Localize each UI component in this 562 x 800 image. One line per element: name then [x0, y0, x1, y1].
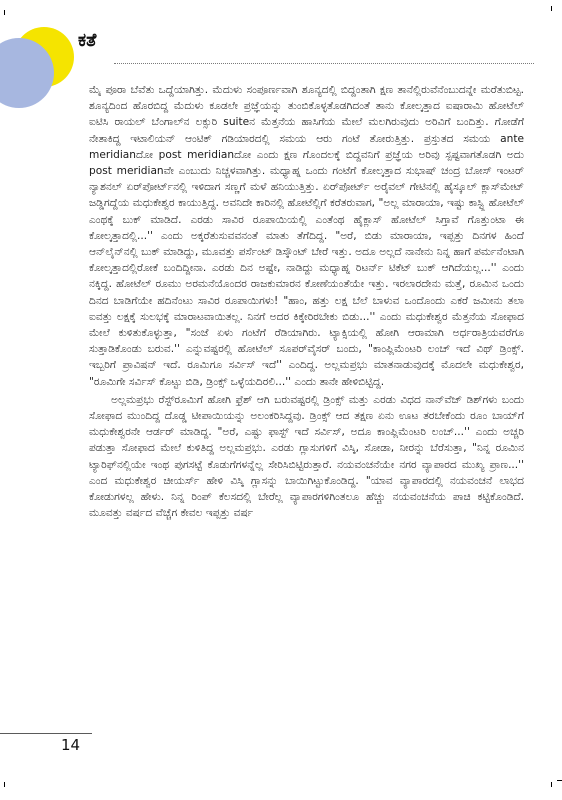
crop-mark-bottom-left — [4, 782, 5, 787]
crop-mark-top-right — [551, 6, 552, 11]
paragraph: ಮೈ ಪೂರಾ ಬೆವೆತು ಒದ್ದೆಯಾಗಿತ್ತು. ಮೆದುಳು ಸಂಪೂರ್ಣವಾಗಿ ಶೂನ್ಯದಲ್ಲಿ ಬಿದ್ದಂತಾಗಿ ಕ್ಷಣ ತಾನೆಲ್ಲಿರುವೆನೆಂಬುದನ್ನೇ ಮರೆತುಬಿಟ್ಟ. ಶೂನ್ಯದಿಂದ ಹೊರಬಿದ್ದ ಮೆದುಳು ಕೂಡಲೇ ಪ್ರಜ್ಞೆಯನ್ನು ತುಂಬಿಕೊಳ್ಳತೊಡಗಿದಂತೆ ತಾನು ಕೋಲ್ಕತ್ತಾದ ಐಷಾರಾಮಿ ಹೋಟೆಲ್ ಐಟಿಸಿ ರಾಯಲ್ ಬೆಂಗಾಲ್‌ನ ಲಕ್ಸುರಿ suiteನ ಮೆತ್ತನೆಯ ಹಾಸಿಗೆಯ ಮೇಲೆ ಮಲಗಿರುವುದು ಅರಿವಿಗೆ ಬಂದಿತ್ತು. ಗೋಡೆಗೆ ನೇತಾಕಿದ್ದ ಇಟಾಲಿಯನ್ ಆಂಟಿಕ್ ಗಡಿಯಾರದಲ್ಲಿ ಸಮಯ ಆರು ಗಂಟೆ ತೋರುತ್ತಿತ್ತು. ಪ್ರಸ್ತುತದ ಸಮಯ ante meridianದೋ post meridianದೋ ಎಂದು ಕ್ಷಣ ಗೊಂದಲಕ್ಕೆ ಬಿದ್ದವನಿಗೆ ಪ್ರಜ್ಞೆಯ ಅರಿವು ಸ್ಪಷ್ಟವಾಗತೊಡಗಿ ಅದು post meridianವೇ ಎಂಬುದು ನಿಚ್ಚಳವಾಗಿತ್ತು. ಮಧ್ಯಾಹ್ನ ಒಂದು ಗಂಟೆಗೆ ಕೋಲ್ಕತ್ತಾದ ಸುಭಾಷ್ ಚಂದ್ರ ಬೋಸ್ ಇಂಟರ್ ನ್ಯಾಶನಲ್ ಏರ್‌ಪೋರ್ಟ್‌ನಲ್ಲಿ ಇಳಿದಾಗ ಸಣ್ಣಗೆ ಮಳೆ ಹನಿಯುತ್ತಿತ್ತು. ಏರ್‌ಪೋರ್ಟ್ ಅರೈವಲ್ ಗೇಟಿನಲ್ಲಿ ಹೈಸ್ಕೂಲ್ ಕ್ಲಾಸ್‌ಮೇಟ್ ಜಡ್ಡಿಗದ್ದೆಯ ಮಧುಕೇಶ್ವರ ಕಾಯುತ್ತಿದ್ದ. ಅವನಿದೇ ಕಾರಿನಲ್ಲಿ ಹೋಟೆಲ್ಲಿಗೆ ಕರೆತರುವಾಗ, "ಅಲ್ಲ ಮಾರಾಯಾ, ಇಷ್ಟು ಕಾಸ್ಟ್ಲಿ ಹೋಟೆಲ್ ಎಂಥಕ್ಕೆ ಬುಕ್ ಮಾಡಿದೆ. ಎರಡು ಸಾವಿರ ರೂಪಾಯಿಯಲ್ಲಿ ಎಂತೆಂಥ ಹೈಕ್ಲಾಸ್ ಹೋಟೆಲ್ ಸಿಗ್ತಾವೆ ಗೊತ್ತುಂಟಾ ಈ ಕೋಲ್ಕತ್ತಾದಲ್ಲಿ...'' ಎಂದು ಅಕ್ಕರೆತುಸುವವನಂತೆ ಮಾತು ತೆಗೆದಿದ್ದ. "ಅರೆ, ಬಿಡು ಮಾರಾಯಾ, ಇಪ್ಪತ್ತು ದಿನಗಳ ಹಿಂದೆ ಆನ್‌ಲೈನ್‌ನಲ್ಲಿ ಬುಕ್ ಮಾಡಿದ್ದು, ಮೂವತ್ತು ಪರ್ಸೆಂಟ್ ಡಿಸ್ಕೌಂಟ್ ಬೇರೆ ಇತ್ತು. ಅದೂ ಅಲ್ಲದೆ ನಾನೇನು ನಿನ್ನ ಹಾಗೆ ಪರ್ಮನೆಂಟಾಗಿ ಕೋಲ್ಕತ್ತಾದಲ್ಲಿರೋಕೆ ಬಂದಿದ್ದೀನಾ. ಎರಡು ದಿನ ಅಷ್ಟೇ, ನಾಡಿದ್ದು ಮಧ್ಯಾಹ್ನ ರಿಟರ್ನ್ ಟಿಕೆಟ್ ಬುಕ್ ಆಗಿದೆಯಲ್ಲ...'' ಎಂದು ನಕ್ಕಿದ್ದ. ಹೋಟೆಲ್ ರೂಮು ಅರಮನೆಯೊಂದರ ರಾಜಕುಮಾರನ ಕೋಣೆಯಂತೆಯೇ ಇತ್ತು. ಇರಲಾರದೇನು ಮತ್ತೆ, ರೂಮಿನ ಒಂದು ದಿನದ ಬಾಡಿಗೆಯೇ ಹದಿನೆಂಟು ಸಾವಿರ ರೂಪಾಯಿಗಳು! "ಹಾಂ, ಹತ್ತು ಲಕ್ಷ ಬೆಲೆ ಬಾಳುವ ಒಂದೊಂದು ಎಕರೆ ಜಮೀನು ತಲಾ ಐವತ್ತು ಲಕ್ಷಕ್ಕೆ ಸುಲಭಕ್ಕೆ ಮಾರಾಟವಾಯಿತಲ್ಲ. ನಿನಗೆ ಅದರ ಕಿಕ್ಕೇರಿರಬೇಕು ಬಿಡು...'' ಎಂದು ಮಧುಕೇಶ್ವರ ಮೆತ್ತನೆಯ ಸೋಫಾದ ಮೇಲೆ ಕುಳಿತುಕೊಳ್ಳುತ್ತಾ, "ಸಂಜೆ ಏಳು ಗಂಟೆಗೆ ರೆಡಿಯಾಗಿರು. ಟ್ಯಾಕ್ಸಿಯಲ್ಲಿ ಹೋಗಿ ಆರಾಮಾಗಿ ಅರ್ಧರಾತ್ರಿಯವರೆಗೂ ಸುತ್ತಾಡಿಕೊಂಡು ಬರುವ.'' ಎನ್ನುವಷ್ಟರಲ್ಲಿ ಹೋಟೆಲ್ ಸೂಪರ್‌ವೈಸರ್ ಬಂದು, "ಕಾಂಪ್ಲಿಮೆಂಟರಿ ಲಂಚ್ ಇದೆ ವಿಥ್ ಡ್ರಿಂಕ್ಸ್. ಇಬ್ಬರಿಗೆ ಪ್ರಾವಿಷನ್ ಇದೆ. ರೂಮಿಗೂ ಸರ್ವಿಸ್ ಇದೆ'' ಎಂದಿದ್ದ. ಅಲ್ಲಮಪ್ರಭು ಮಾತನಾಡುವುದಕ್ಕೆ ಮೊದಲೇ ಮಧುಕೇಶ್ವರ, "ರೂಮಿಗೇ ಸರ್ವಿಸ್ ಕೊಟ್ಟು ಬಿಡಿ, ಡ್ರಿಂಕ್ಸ್ ಒಳ್ಳೆಯದಿರಲಿ...'' ಎಂದು ತಾನೇ ಹೇಳಿಬಿಟ್ಟಿದ್ದ. — [89, 84, 524, 388]
footer-rule — [0, 733, 92, 734]
header-dotted-rule — [114, 63, 534, 64]
crop-mark-bottom-right — [551, 782, 552, 787]
section-title: ಕತೆ — [78, 30, 97, 51]
article-body — [89, 82, 524, 722]
crop-mark-top-left — [4, 10, 5, 15]
page-number: 14 — [61, 736, 81, 754]
paragraph: ಅಲ್ಲಮಪ್ರಭು ರೆಸ್ಟ್‌ರೂಮಿಗೆ ಹೋಗಿ ಫ್ರೆಶ್ ಆಗಿ ಬರುವಷ್ಟರಲ್ಲಿ ಡ್ರಿಂಕ್ಸ್ ಮತ್ತು ಎರಡು ವಿಧದ ನಾನ್‌ವೆಜ್ ಡಿಶ್‌ಗಳು ಬಂದು ಸೋಫಾದ ಮುಂದಿದ್ದ ದೊಡ್ಡ ಟೀಪಾಯಿಯನ್ನು ಅಲಂಕರಿಸಿದ್ದವು. ಡ್ರಿಂಕ್ಸ್ ಆದ ತಕ್ಷಣ ಏನು ಊಟ ತರಬೇಕೆಂದು ರೂಂ ಬಾಯ್‌ಗೆ ಮಧುಕೇಶ್ವರನೇ ಆರ್ಡರ್ ಮಾಡಿದ್ದ. "ಅರೆ, ಎಷ್ಟು ಫಾಸ್ಟ್ ಇದೆ ಸರ್ವಿಸ್, ಅದೂ ಕಾಂಪ್ಲಿಮೆಂಟರಿ ಲಂಚ್...'' ಎಂದು ಅಚ್ಚರಿ ಪಡುತ್ತಾ ಸೋಫಾದ ಮೇಲೆ ಕುಳಿತಿದ್ದ ಅಲ್ಲಮಪ್ರಭು. ಎರಡು ಗ್ಲಾಸುಗಳಿಗೆ ವಿಸ್ಕಿ, ಸೋಡಾ, ನೀರನ್ನು ಬೆರೆಸುತ್ತಾ, "ನಿನ್ನ ರೂಮಿನ ಟ್ಯಾರಿಫ್‌ನಲ್ಲಿಯೇ ಇಂಥ ಪುಗಸಟ್ಟೆ ಕೊಡುಗೆಗಳನ್ನೆಲ್ಲ ಸೇರಿಸಿಬಿಟ್ಟಿರುತ್ತಾರೆ. ನಯವಂಚನೆಯೇ ನಗರ ವ್ಯಾಪಾರದ ಮುಖ್ಯ ಪ್ರಾಣ...'' ಎಂದ ಮಧುಕೇಶ್ವರ ಚೀಯರ್ಸ್ ಹೇಳಿ ವಿಸ್ಕಿ ಗ್ಲಾಸನ್ನು ಬಾಯಿಗಿಟ್ಟುಕೊಂಡಿದ್ದ. "ಯಾವ ವ್ಯಾಪಾರದಲ್ಲಿ ನಯವಂಚನೆ ಲಾಭದ ಕೋಡುಗಳಲ್ಲ ಹೇಳು. ನಿನ್ನ ರಿಂಪ್ ಕೆಲಸದಲ್ಲಿ ಬೇರೆಲ್ಲ ವ್ಯಾಪಾರಗಳಿಗಿಂತಲೂ ಹೆಚ್ಚು ನಯವಂಚನೆಯ ಪಾಚಿ ಕಟ್ಟಿಕೊಂಡಿದೆ. ಮೂವತ್ತು ವರ್ಷದ ವೆಚ್ಚೆಗ ಕೇವಲ ಇಪ್ಪತ್ತು ವರ್ಷ — [89, 393, 524, 520]
crop-mark-right-mid — [557, 780, 562, 781]
